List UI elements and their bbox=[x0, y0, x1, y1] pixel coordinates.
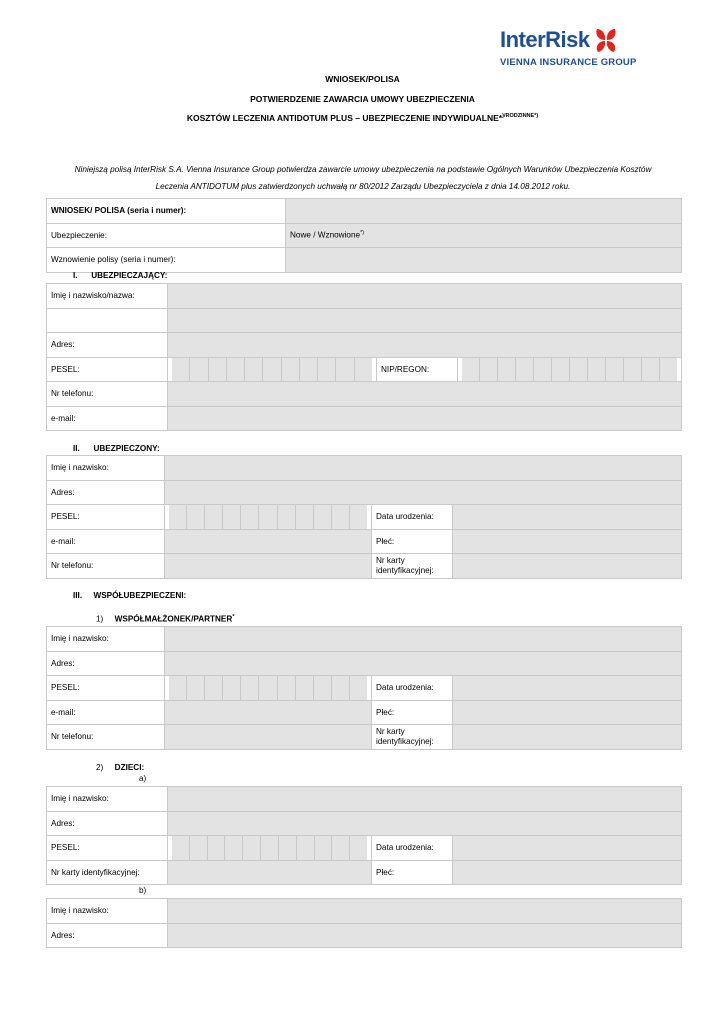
header-line1: WNIOSEK/POLISA bbox=[325, 74, 400, 84]
section-2-heading bbox=[73, 444, 160, 453]
header-line3-mark2: ) bbox=[536, 113, 539, 120]
s2-name-field[interactable] bbox=[165, 456, 682, 481]
s2-phone-field[interactable] bbox=[165, 554, 372, 579]
s1-name-label: Imię i nazwisko/nazwa: bbox=[47, 284, 168, 309]
policy-number-label: WNIOSEK/ POLISA (seria i numer): bbox=[47, 199, 286, 224]
header-line2: POTWIERDZENIE ZAWARCIA UMOWY UBEZPIECZENIA bbox=[250, 94, 475, 104]
renewal-label: Wznowienie polisy (seria i numer): bbox=[47, 248, 286, 273]
child-a-address-label: Adres: bbox=[47, 811, 168, 836]
s3-card-label-1: Nr karty bbox=[376, 726, 405, 736]
s3-phone-field[interactable] bbox=[165, 725, 372, 750]
s3-phone-label: Nr telefonu: bbox=[47, 725, 165, 750]
section-3-partner-table bbox=[46, 626, 682, 750]
s2-dob-label: Data urodzenia: bbox=[372, 505, 453, 530]
sub1-mark: * bbox=[232, 614, 235, 620]
s1-address-field[interactable] bbox=[168, 333, 682, 358]
s2-card-label-2: identyfikacyjnej: bbox=[376, 565, 434, 575]
s1-phone-field[interactable] bbox=[168, 382, 682, 407]
s1-email-field[interactable] bbox=[168, 406, 682, 431]
sub2-num: 2) bbox=[96, 763, 104, 772]
s3-sex-label: Płeć: bbox=[372, 700, 453, 725]
child-b-address-field[interactable] bbox=[168, 923, 682, 948]
logo-flower-icon bbox=[594, 26, 618, 54]
section-1-title: UBEZPIECZAJĄCY: bbox=[91, 271, 168, 280]
child-a-address-field[interactable] bbox=[168, 811, 682, 836]
s2-pesel-label: PESEL: bbox=[47, 505, 165, 530]
sub1-num: 1) bbox=[96, 614, 104, 624]
child-b-address-label: Adres: bbox=[47, 923, 168, 948]
intro-text bbox=[45, 161, 681, 195]
s1-nip-label: NIP/REGON: bbox=[377, 357, 458, 382]
child-b-label: b) bbox=[139, 886, 147, 895]
child-a-pesel-boxes bbox=[172, 836, 367, 860]
section-1-num: I. bbox=[73, 271, 78, 280]
s1-nip-field[interactable] bbox=[458, 357, 682, 382]
header-line3-text: KOSZTÓW LECZENIA ANTIDOTUM PLUS – UBEZPIECZENIE INDYWIDUALNE* bbox=[186, 113, 503, 123]
s2-pesel-field[interactable] bbox=[165, 505, 372, 530]
child-a-dob-field[interactable] bbox=[453, 836, 682, 861]
child-a-card-label: Nr karty identyfikacyjnej: bbox=[47, 860, 168, 885]
s1-pesel-field[interactable] bbox=[168, 357, 377, 382]
s1-name-label-cont bbox=[47, 308, 168, 333]
section-1-table bbox=[46, 283, 682, 431]
child-a-name-label: Imię i nazwisko: bbox=[47, 787, 168, 812]
s1-pesel-boxes bbox=[172, 358, 372, 382]
s3-dob-field[interactable] bbox=[453, 676, 682, 701]
child-a-pesel-field[interactable] bbox=[168, 836, 372, 861]
section-3-sub1 bbox=[96, 614, 234, 624]
s3-card-field[interactable] bbox=[453, 725, 682, 750]
s3-address-label: Adres: bbox=[47, 651, 165, 676]
s2-card-label bbox=[372, 554, 453, 579]
section-3-sub2 bbox=[96, 763, 144, 772]
child-a-table bbox=[46, 786, 682, 885]
child-b-table bbox=[46, 898, 682, 948]
s3-address-field[interactable] bbox=[165, 651, 682, 676]
s3-dob-label: Data urodzenia: bbox=[372, 676, 453, 701]
section-2-num: II. bbox=[73, 444, 80, 453]
s1-address-label: Adres: bbox=[47, 333, 168, 358]
s2-address-label: Adres: bbox=[47, 480, 165, 505]
s2-address-field[interactable] bbox=[165, 480, 682, 505]
insurance-value: Nowe / Wznowione bbox=[290, 231, 361, 241]
header-line3-mark: )/RODZINNE* bbox=[502, 113, 537, 120]
interrisk-logo bbox=[500, 27, 670, 75]
child-a-sex-label: Płeć: bbox=[372, 860, 453, 885]
logo-subtitle: VIENNA INSURANCE GROUP bbox=[500, 57, 637, 68]
s2-sex-label: Płeć: bbox=[372, 529, 453, 554]
s3-email-label: e-mail: bbox=[47, 700, 165, 725]
child-a-label: a) bbox=[139, 774, 147, 783]
section-3-heading bbox=[73, 591, 186, 600]
header-line3 bbox=[0, 113, 725, 123]
insurance-label: Ubezpieczenie: bbox=[47, 223, 286, 248]
s3-pesel-label: PESEL: bbox=[47, 676, 165, 701]
child-b-name-field[interactable] bbox=[168, 899, 682, 924]
s2-name-label: Imię i nazwisko: bbox=[47, 456, 165, 481]
s1-name-field-2[interactable] bbox=[168, 308, 682, 333]
insurance-field[interactable] bbox=[286, 223, 682, 248]
child-a-sex-field[interactable] bbox=[453, 860, 682, 885]
sub1-title: WSPÓŁMAŁŻONEK/PARTNER bbox=[114, 614, 233, 624]
child-a-card-field[interactable] bbox=[168, 860, 372, 885]
intro-line1: Niniejszą polisą InterRisk S.A. Vienna Insurance Group potwierdza zawarcie umowy ubezpieczenia na podstawie Ogólnych Warunków Ubezpieczenia Kosztów bbox=[74, 165, 652, 174]
child-a-pesel-label: PESEL: bbox=[47, 836, 168, 861]
s2-phone-label: Nr telefonu: bbox=[47, 554, 165, 579]
insurance-mark: *) bbox=[360, 230, 365, 237]
s3-pesel-field[interactable] bbox=[165, 676, 372, 701]
s2-pesel-boxes bbox=[169, 505, 367, 529]
s2-sex-field[interactable] bbox=[453, 529, 682, 554]
child-a-name-field[interactable] bbox=[168, 787, 682, 812]
section-2-title: UBEZPIECZONY: bbox=[93, 444, 160, 453]
section-3-title: WSPÓŁUBEZPIECZENI: bbox=[93, 591, 187, 600]
s2-dob-field[interactable] bbox=[453, 505, 682, 530]
s3-sex-field[interactable] bbox=[453, 700, 682, 725]
child-b-name-label: Imię i nazwisko: bbox=[47, 899, 168, 924]
s2-card-label-1: Nr karty bbox=[376, 555, 405, 565]
logo-name: InterRisk bbox=[500, 27, 590, 52]
renewal-field[interactable] bbox=[286, 248, 682, 273]
section-2-table bbox=[46, 455, 682, 579]
child-a-dob-label: Data urodzenia: bbox=[372, 836, 453, 861]
s1-pesel-label: PESEL: bbox=[47, 357, 168, 382]
section-1-heading bbox=[73, 271, 168, 280]
policy-table bbox=[46, 198, 682, 273]
s3-card-label-2: identyfikacyjnej: bbox=[376, 736, 434, 746]
s3-name-label: Imię i nazwisko: bbox=[47, 627, 165, 652]
s3-pesel-boxes bbox=[169, 676, 367, 700]
intro-line2: Leczenia ANTIDOTUM plus zatwierdzonych uchwałą nr 80/2012 Zarządu Ubezpieczyciela z dnia 14.08.2012 roku. bbox=[155, 182, 571, 191]
s1-phone-label: Nr telefonu: bbox=[47, 382, 168, 407]
s3-card-label bbox=[372, 725, 453, 750]
s2-email-label: e-mail: bbox=[47, 529, 165, 554]
section-3-num: III. bbox=[73, 591, 83, 600]
s2-card-field[interactable] bbox=[453, 554, 682, 579]
policy-number-field[interactable] bbox=[286, 199, 682, 224]
s1-nip-boxes bbox=[462, 358, 677, 382]
s3-name-field[interactable] bbox=[165, 627, 682, 652]
s3-email-field[interactable] bbox=[165, 700, 372, 725]
s1-name-field[interactable] bbox=[168, 284, 682, 309]
sub2-title: DZIECI: bbox=[114, 763, 145, 772]
s2-email-field[interactable] bbox=[165, 529, 372, 554]
s1-email-label: e-mail: bbox=[47, 406, 168, 431]
